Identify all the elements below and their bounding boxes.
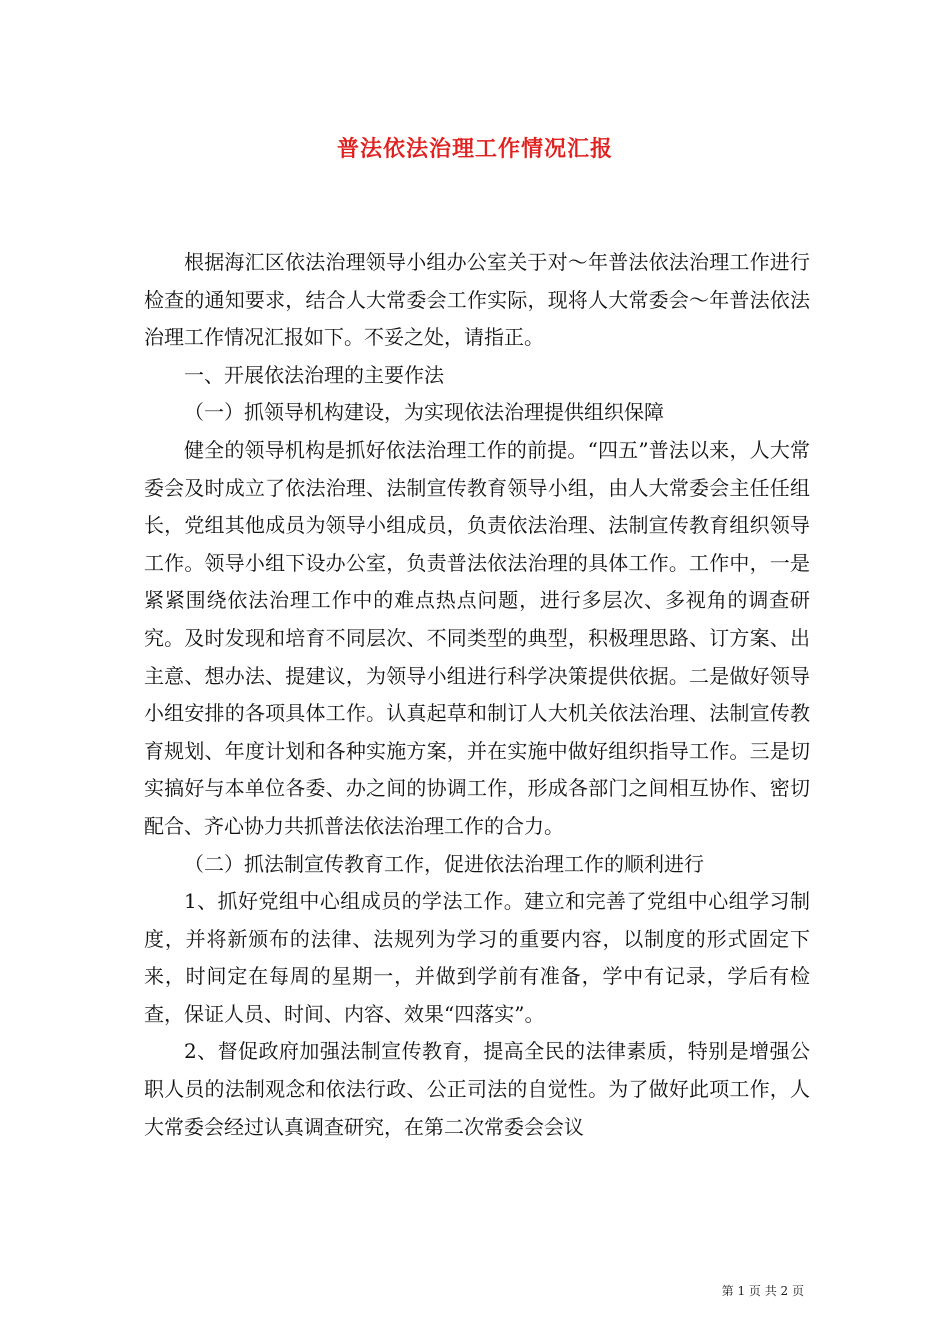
document-title: 普法依法治理工作情况汇报 [336,136,613,162]
paragraph-leadership: 健全的领导机构是抓好依法治理工作的前提。“四五”普法以来，人大常委会及时成立了依法治理、法制宣传教育领导小组，由人大常委会主任任组长，党组其他成员为领导小组成员，负责依法治理、法制宣传教育组织领导工作。领导小组下设办公室，负责普法依法治理的具体工作。工作中，一是紧紧围绕依法治理工作中的难点热点问题，进行多层次、多视角的调查研究。及时发现和培育不同层次、不同类型的典型，积极理思路、订方案、出主意、想办法、提建议，为领导小组进行科学决策提供依据。二是做好领导小组安排的各项具体工作。认真起草和制订人大机关依法治理、法制宣传教育规划、年度计划和各种实施方案，并在实施中做好组织指导工作。三是切实搞好与本单位各委、办之间的协调工作，形成各部门之间相互协作、密切配合、齐心协力共抓普法依法治理工作的合力。 [144,437,810,838]
document-body [144,244,810,1146]
subsection-heading-2: （二）抓法制宣传教育工作，促进依法治理工作的顺利进行 [184,851,704,876]
page-number: 第 1 页 共 2 页 [721,1284,804,1298]
paragraph-intro: 根据海汇区依法治理领导小组办公室关于对～年普法依法治理工作进行检查的通知要求，结合人大常委会工作实际，现将人大常委会～年普法依法治理工作情况汇报如下。不妥之处，请指正。 [144,250,810,350]
section-heading-1: 一、开展依法治理的主要作法 [184,362,444,387]
paragraph-item-2: 2、督促政府加强法制宣传教育，提高全民的法律素质，特别是增强公职人员的法制观念和依法行政、公正司法的自觉性。为了做好此项工作，人大常委会经过认真调查研究，在第二次常委会会议 [144,1039,810,1139]
subsection-heading-1: （一）抓领导机构建设，为实现依法治理提供组织保障 [184,400,664,425]
paragraph-item-1: 1、抓好党组中心组成员的学法工作。建立和完善了党组中心组学习制度，并将新颁布的法律、法规列为学习的重要内容，以制度的形式固定下来，时间定在每周的星期一，并做到学前有准备，学中有记录，学后有检查，保证人员、时间、内容、效果“四落实”。 [144,889,810,1026]
